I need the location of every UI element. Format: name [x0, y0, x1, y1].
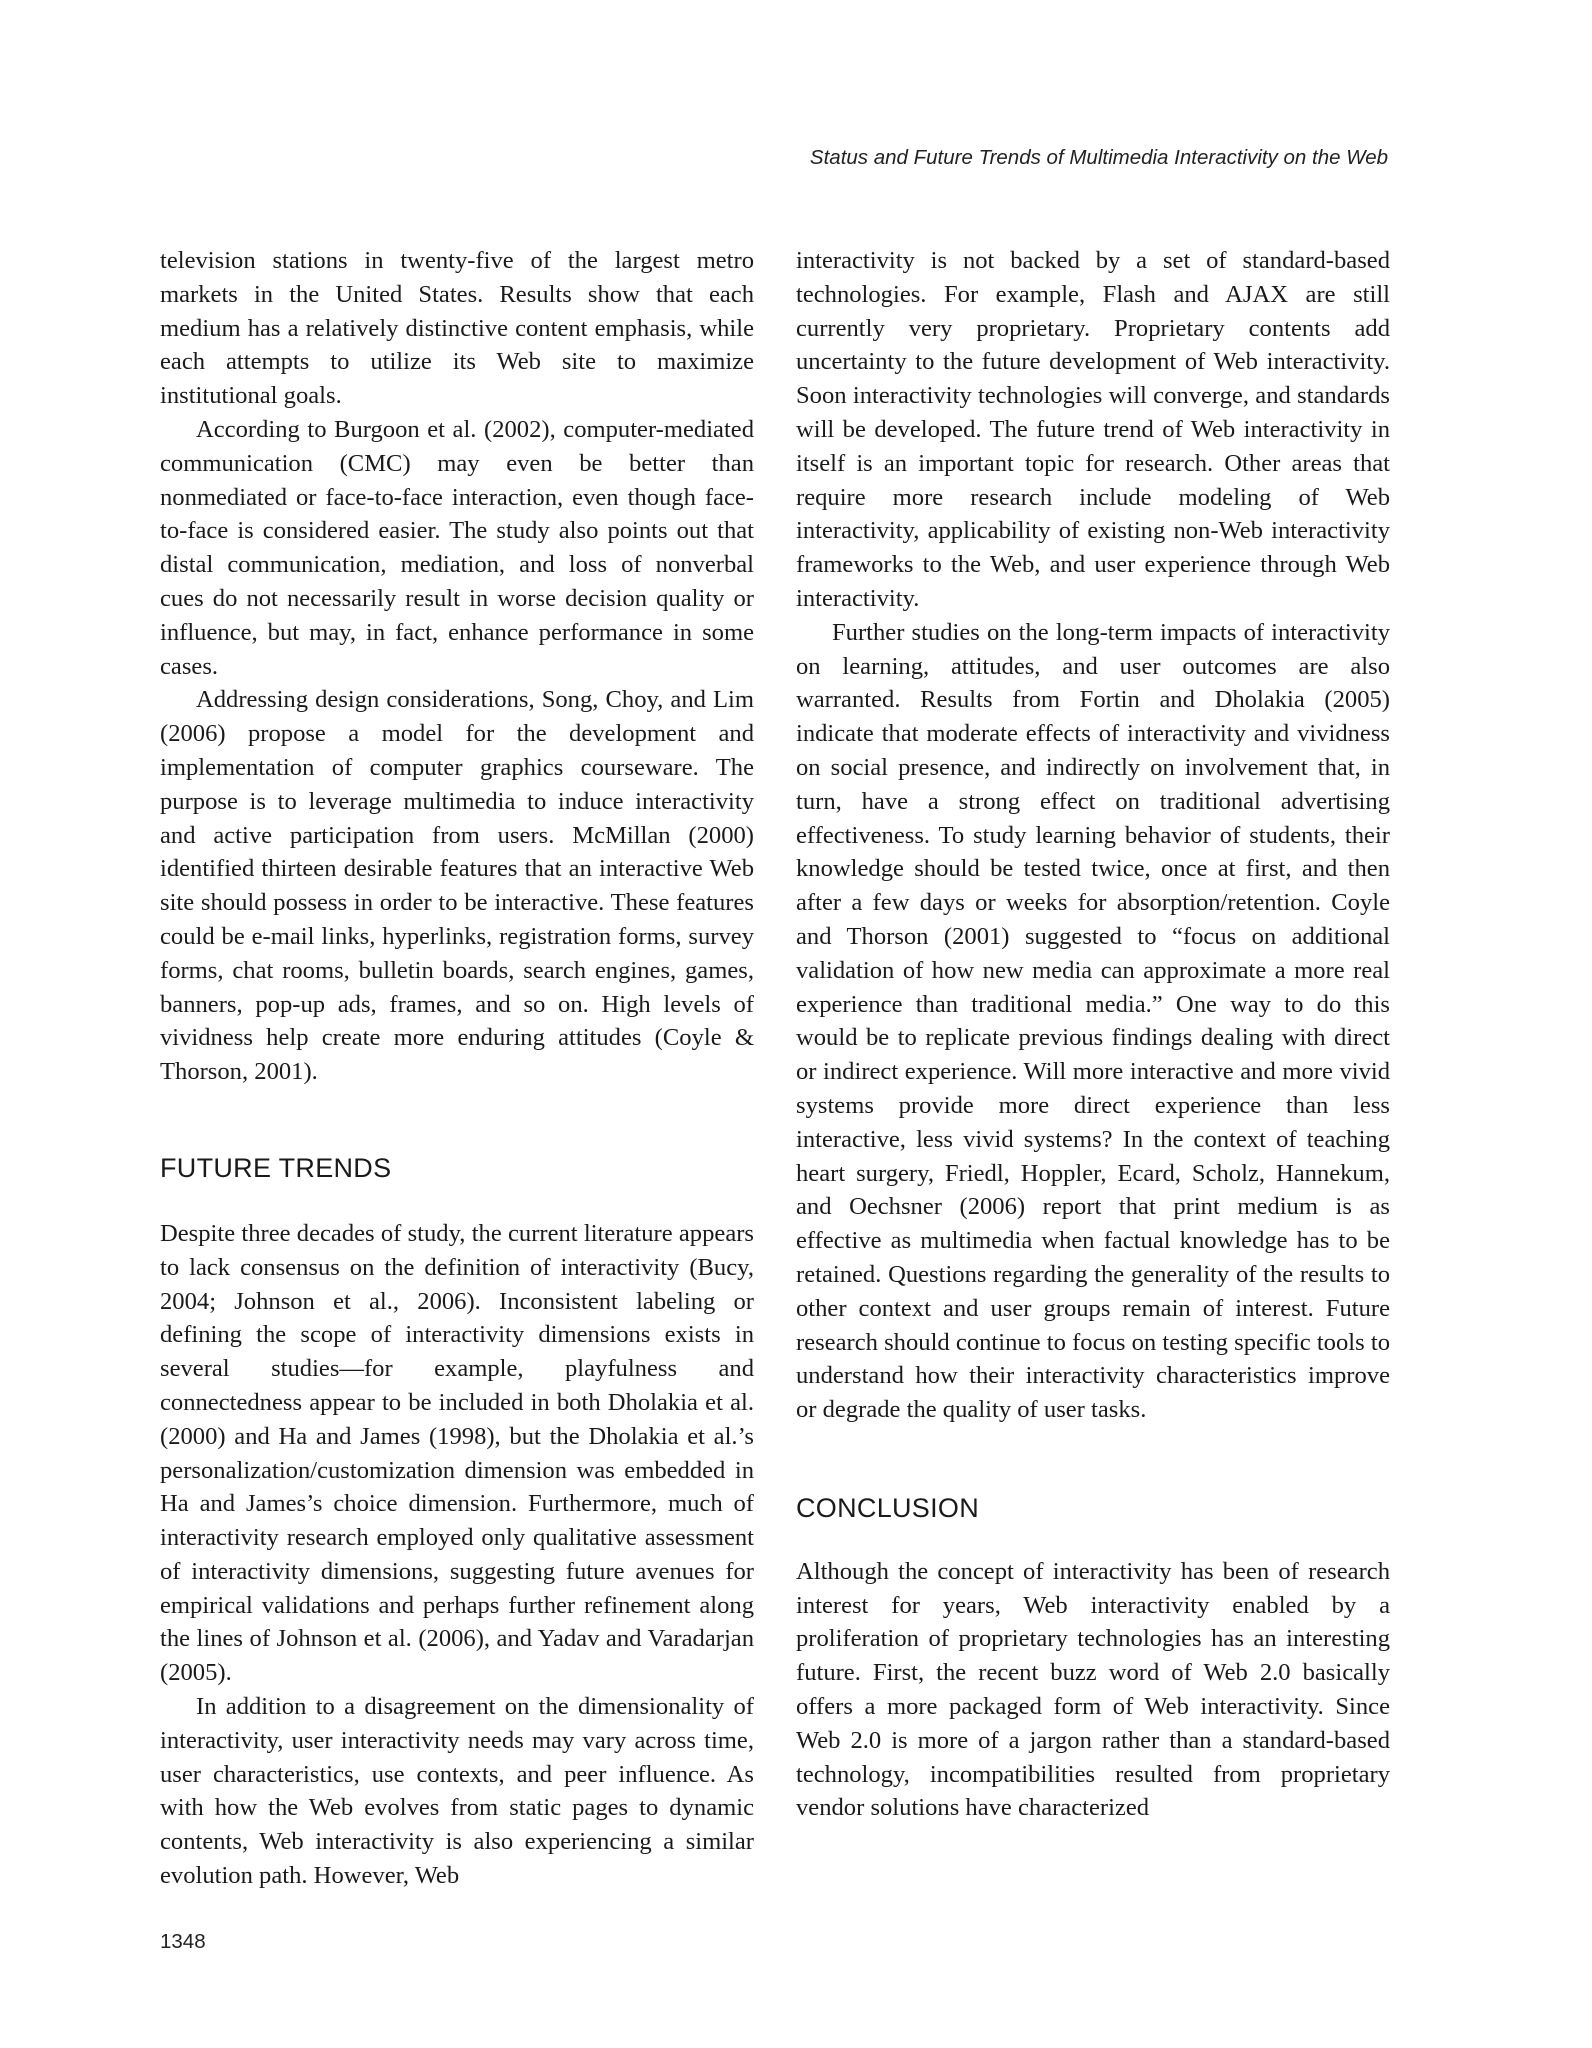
paragraph: Although the concept of interactivity has been of research interest for years, Web interactivity enabled by a proliferation of proprietary technologies has an interesting future. First, the recent buzz word of Web 2.0 basically offers a more packaged form of Web interactivity. Since Web 2.0 is more of a jargon rather than a standard-based technology, incompatibilities resulted from proprietary vendor solutions have characterized	[796, 1557, 1390, 1822]
page-number: 1348	[160, 1930, 206, 1953]
paragraph: Addressing design considerations, Song, Choy, and Lim (2006) propose a model for the development and implementation of computer graphics courseware. The purpose is to leverage multimedia to induce interactivity and active participation from users. McMillan (2000) identified thirteen desirable features that an interactive Web site should possess in order to be interactive. These features could be e-mail links, hyperlinks, registration forms, survey forms, chat rooms, bulletin boards, search engines, games, banners, pop-up ads, frames, and so on. High levels of vividness help create more enduring attitudes (Coyle & Thorson, 2001).	[160, 686, 754, 1086]
paragraph: Further studies on the long-term impacts of interactivity on learning, attitudes, and user outcomes are also warranted. Results from Fortin and Dholakia (2005) indicate that moderate effects of interactivity and vividness on social presence, and indirectly on involvement that, in turn, have a strong effect on traditional advertising effectiveness. To study learning behavior of students, their knowledge should be tested twice, once at first, and then after a few days or weeks for absorption/retention. Coyle and Thorson (2001) suggested to “focus on additional validation of how new media can approximate a more real experience than traditional media.” One way to do this would be to replicate previous findings dealing with direct or indirect experience. Will more interactive and more vivid systems provide more direct experience than less interactive, less vivid systems? In the context of teaching heart surgery, Friedl, Hoppler, Ecard, Scholz, Hannekum, and Oechsner (2006) report that print medium is as effective as multimedia when factual knowledge has to be retained. Questions regarding the generality of the results to other context and user groups remain of interest. Future research should continue to focus on testing specific tools to understand how their interactivity characteristics improve or degrade the quality of user tasks.	[796, 618, 1390, 1424]
section-heading-future-trends: FUTURE TRENDS	[160, 1152, 392, 1183]
left-column	[160, 244, 754, 1893]
right-column	[796, 244, 1390, 1825]
paragraph: interactivity is not backed by a set of standard-based technologies. For example, Flash and AJAX are still currently very proprietary. Proprietary contents add uncertainty to the future development of Web interactivity. Soon interactivity technologies will converge, and standards will be developed. The future trend of Web interactivity in itself is an important topic for research. Other areas that require more research include modeling of Web interactivity, applicability of existing non-Web interactivity frameworks to the Web, and user experience through Web interactivity.	[796, 247, 1390, 612]
running-head: Status and Future Trends of Multimedia Interactivity on the Web	[809, 146, 1388, 169]
paragraph: According to Burgoon et al. (2002), computer-mediated communication (CMC) may even be better than nonmediated or face-to-face interaction, even though face-to-face is considered easier. The study also points out that distal communication, mediation, and loss of nonverbal cues do not necessarily result in worse decision quality or influence, but may, in fact, enhance performance in some cases.	[160, 415, 754, 680]
section-heading-conclusion: CONCLUSION	[796, 1492, 980, 1523]
paragraph: In addition to a disagreement on the dimensionality of interactivity, user interactivity needs may vary across time, user characteristics, use contexts, and peer influence. As with how the Web evolves from static pages to dynamic contents, Web interactivity is also experiencing a similar evolution path. However, Web	[160, 1693, 754, 1890]
paragraph: television stations in twenty-five of the largest metro markets in the United States. Results show that each medium has a relatively distinctive content emphasis, while each attempts to utilize its Web site to maximize institutional goals.	[160, 247, 754, 410]
paragraph: Despite three decades of study, the current literature appears to lack consensus on the definition of interactivity (Bucy, 2004; Johnson et al., 2006). Inconsistent labeling or defining the scope of interactivity dimensions exists in several studies—for example, playfulness and connectedness appear to be included in both Dholakia et al. (2000) and Ha and James (1998), but the Dholakia et al.’s personalization/customization dimension was embedded in Ha and James’s choice dimension. Furthermore, much of interactivity research employed only qualitative assessment of interactivity dimensions, suggesting future avenues for empirical validations and perhaps further refinement along the lines of Johnson et al. (2006), and Yadav and Varadarjan (2005).	[160, 1219, 754, 1687]
